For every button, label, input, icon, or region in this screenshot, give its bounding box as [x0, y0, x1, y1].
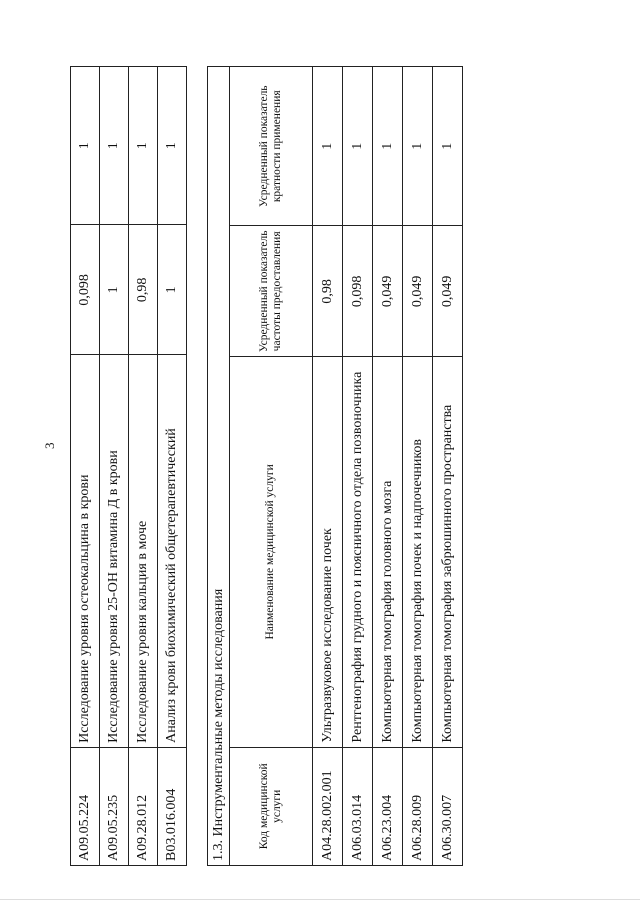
table-row	[100, 67, 129, 866]
service-code: A09.05.235	[100, 747, 129, 865]
frequency-value: 0,049	[403, 226, 433, 357]
multiplicity-value: 1	[129, 67, 158, 225]
multiplicity-value: 1	[158, 67, 187, 225]
lab-tests-table	[70, 66, 187, 866]
table-row	[313, 67, 343, 866]
service-name: Исследование уровня кальция в моче	[129, 355, 158, 748]
service-name: Исследование уровня 25-ОН витамина Д в крови	[100, 355, 129, 748]
multiplicity-value: 1	[100, 67, 129, 225]
table-row	[158, 67, 187, 866]
table-row	[343, 67, 373, 866]
service-code: A06.23.004	[373, 747, 403, 865]
table-row	[403, 67, 433, 866]
multiplicity-value: 1	[403, 67, 433, 227]
service-code: A06.28.009	[403, 747, 433, 865]
multiplicity-value: 1	[71, 67, 100, 225]
table-row	[373, 67, 403, 866]
service-code: A06.03.014	[343, 747, 373, 865]
header-code: Код медицинской услуги	[230, 747, 313, 865]
service-name: Анализ крови биохимический общетерапевтический	[158, 355, 187, 748]
frequency-value: 1	[100, 225, 129, 355]
section-caption: 1.3. Инструментальные методы исследования	[207, 66, 229, 866]
header-name: Наименование медицинской услуги	[230, 357, 313, 747]
frequency-value: 0,049	[373, 226, 403, 357]
frequency-value: 0,098	[71, 225, 100, 355]
header-row	[230, 67, 313, 866]
service-code: A04.28.002.001	[313, 747, 343, 865]
service-name: Компьютерная томография забрюшинного пространства	[433, 357, 463, 747]
instrumental-methods-section	[207, 66, 463, 866]
service-name: Компьютерная томография головного мозга	[373, 357, 403, 747]
service-code: A09.28.012	[129, 747, 158, 865]
scan-edge-line	[0, 899, 640, 900]
service-code: A09.05.224	[71, 747, 100, 865]
table-row	[129, 67, 158, 866]
frequency-value: 0,098	[343, 226, 373, 357]
header-frequency: Усредненный показатель частоты предоставления	[230, 226, 313, 357]
frequency-value: 0,98	[313, 226, 343, 357]
service-code: B03.016.004	[158, 747, 187, 865]
table-row	[433, 67, 463, 866]
table-row	[71, 67, 100, 866]
service-name: Исследование уровня остеокальцина в крови	[71, 355, 100, 748]
frequency-value: 1	[158, 225, 187, 355]
header-multiplicity: Усредненный показатель кратности применения	[230, 67, 313, 227]
multiplicity-value: 1	[433, 67, 463, 227]
frequency-value: 0,98	[129, 225, 158, 355]
service-code: A06.30.007	[433, 747, 463, 865]
service-name: Компьютерная томография почек и надпочечников	[403, 357, 433, 747]
multiplicity-value: 1	[313, 67, 343, 227]
frequency-value: 0,049	[433, 226, 463, 357]
multiplicity-value: 1	[373, 67, 403, 227]
multiplicity-value: 1	[343, 67, 373, 227]
page-number: 3	[42, 442, 57, 449]
service-name: Ультразвуковое исследование почек	[313, 357, 343, 747]
service-name: Рентгенография грудного и поясничного отдела позвоночника	[343, 357, 373, 747]
